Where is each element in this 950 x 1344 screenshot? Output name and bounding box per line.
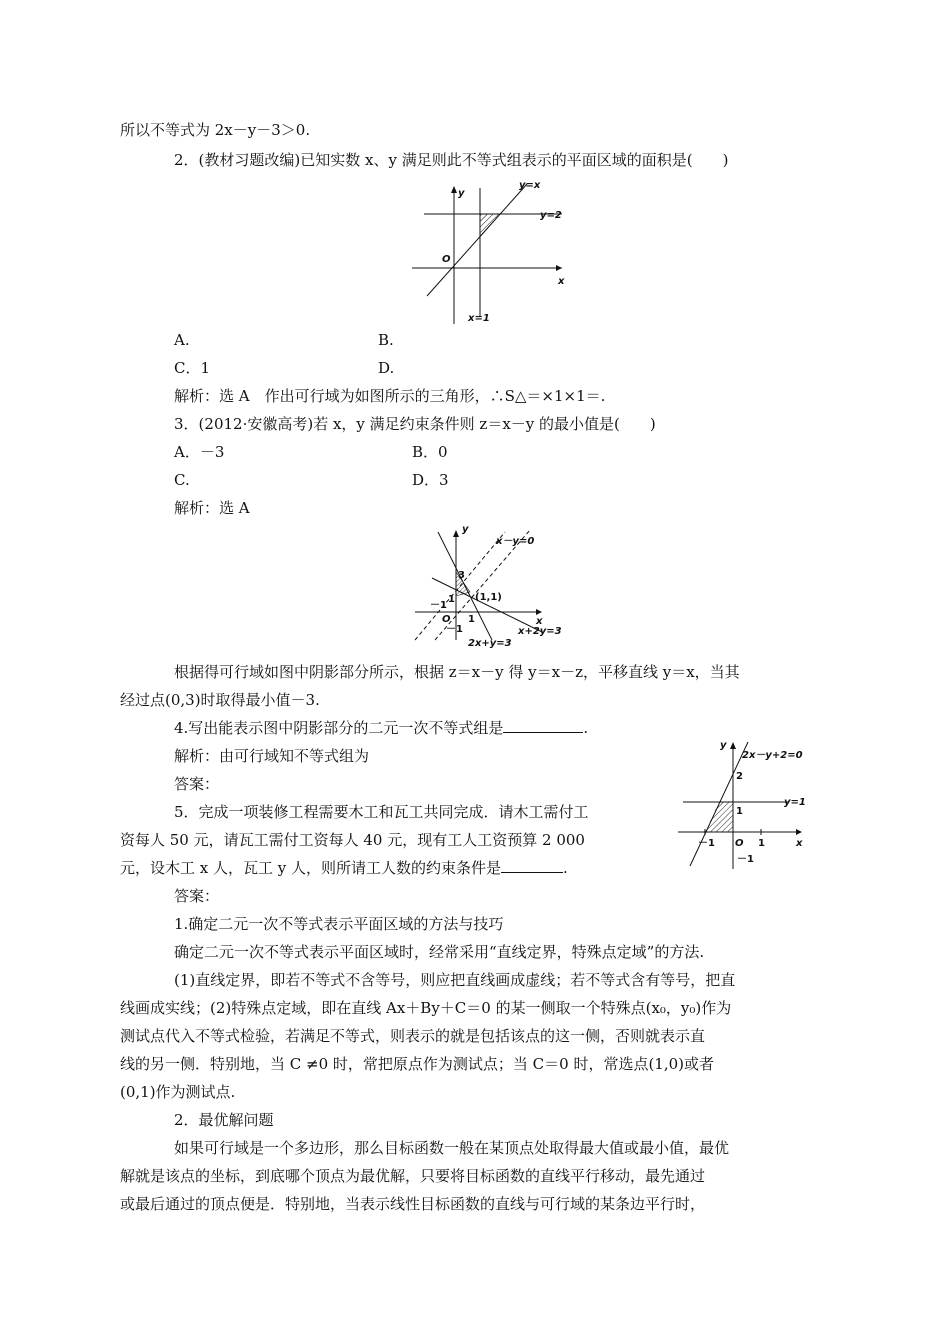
tick-label: －1 [430,600,447,611]
option-b: B．0 [412,443,448,461]
figure-2 [410,522,580,650]
line-label: y=1 [784,797,806,808]
line-label: y=2 [540,210,562,221]
line-label: x－y=0 [496,536,535,547]
question-4-text: 4.写出能表示图中阴影部分的二元一次不等式组是 [174,719,504,737]
paragraph-line: 确定二元一次不等式表示平面区域时，经常采用“直线定界，特殊点定域”的方法. [174,943,705,961]
origin-label: O [442,254,451,265]
question-5-text: 元，设木工 x 人，瓦工 y 人，则所请工人数的约束条件是 [120,859,502,877]
tick-label: 2 [736,771,743,782]
line-label: x+2y=3 [518,626,562,637]
y-axis-label: y [462,524,469,535]
line-label: y=x [519,180,541,191]
paragraph-line: 线的另一侧．特别地，当 C ≠0 时，常把原点作为测试点；当 C＝0 时，常选点(1,0)或者 [120,1055,715,1073]
option-a: A. [174,331,190,349]
explanation: 根据得可行域如图中阴影部分所示，根据 z＝x－y 得 y＝x－z，平移直线 y＝x，当其 [174,663,740,681]
tick-label: －1 [698,838,715,849]
tick-label: 1 [736,806,743,817]
tick-label: 1 [758,838,765,849]
section-heading: 1.确定二元一次不等式表示平面区域的方法与技巧 [174,915,504,933]
x-axis-label: x [558,276,565,287]
question-4-end: . [583,719,589,737]
tick-label: 3 [458,570,465,581]
tick-label: －1 [737,854,754,865]
solution: 解析：选 A [174,499,250,517]
question-5 [120,858,568,878]
option-b: B. [378,331,394,349]
origin-label: O [735,838,744,849]
section-heading: 2．最优解问题 [174,1111,274,1129]
figure-3 [678,734,808,874]
tick-label: 1 [468,614,475,625]
option-d: D. [378,359,395,377]
answer-blank[interactable] [501,858,563,873]
answer-label: 答案： [174,775,220,793]
text-line: 所以不等式为 2x－y－3＞0. [120,121,311,139]
solution: 解析：由可行域知不等式组为 [174,747,370,765]
tick-label: 1 [448,594,455,605]
paragraph-line: (0,1)作为测试点. [120,1083,236,1101]
paragraph-line: 或最后通过的顶点便是．特别地，当表示线性目标函数的直线与可行域的某条边平行时， [120,1195,706,1213]
origin-label: O [442,614,451,625]
x-axis-label: x [536,616,543,627]
question-4 [174,718,588,738]
y-axis-label: y [458,188,465,199]
question-3: 3．(2012·安徽高考)若 x，y 满足约束条件则 z＝x－y 的最小值是( ) [174,415,656,433]
figure-1 [412,176,577,326]
answer-blank[interactable] [503,718,583,733]
paragraph-line: 线画成实线；(2)特殊点定域，即在直线 Ax＋By＋C＝0 的某一侧取一个特殊点(x₀，y₀)作为 [120,999,732,1017]
line-label: 2x－y+2=0 [742,750,803,761]
paragraph-line: (1)直线定界，即若不等式不含等号，则应把直线画成虚线；若不等式含有等号，把直 [174,971,736,989]
line-label: 2x+y=3 [468,638,512,649]
option-a: A．－3 [174,443,225,461]
option-d: D．3 [412,471,449,489]
tick-label: －1 [446,624,463,635]
point-label: (1,1) [475,592,502,603]
option-c: C．1 [174,359,211,377]
y-axis-label: y [720,740,727,751]
answer-label: 答案： [174,887,220,905]
x-axis-label: x [796,838,803,849]
question-5-end: . [563,859,568,877]
question-5: 资每人 50 元，请瓦工需付工资每人 40 元，现有工人工资预算 2 000 [120,831,585,849]
paragraph-line: 如果可行域是一个多边形，那么目标函数一般在某顶点处取得最大值或最小值，最优 [174,1139,730,1157]
paragraph-line: 解就是该点的坐标，到底哪个顶点为最优解，只要将目标函数的直线平行移动，最先通过 [120,1167,706,1185]
option-c: C. [174,471,190,489]
paragraph-line: 测试点代入不等式检验，若满足不等式，则表示的就是包括该点的这一侧，否则就表示直 [120,1027,706,1045]
solution: 解析：选 A 作出可行域为如图所示的三角形，∴S△＝×1×1＝. [174,387,606,405]
line-label: x=1 [468,313,490,324]
question-2: 2．(教材习题改编)已知实数 x、y 满足则此不等式组表示的平面区域的面积是( ) [174,151,729,169]
question-5: 5．完成一项装修工程需要木工和瓦工共同完成．请木工需付工 [174,803,589,821]
explanation: 经过点(0,3)时取得最小值－3. [120,691,320,709]
